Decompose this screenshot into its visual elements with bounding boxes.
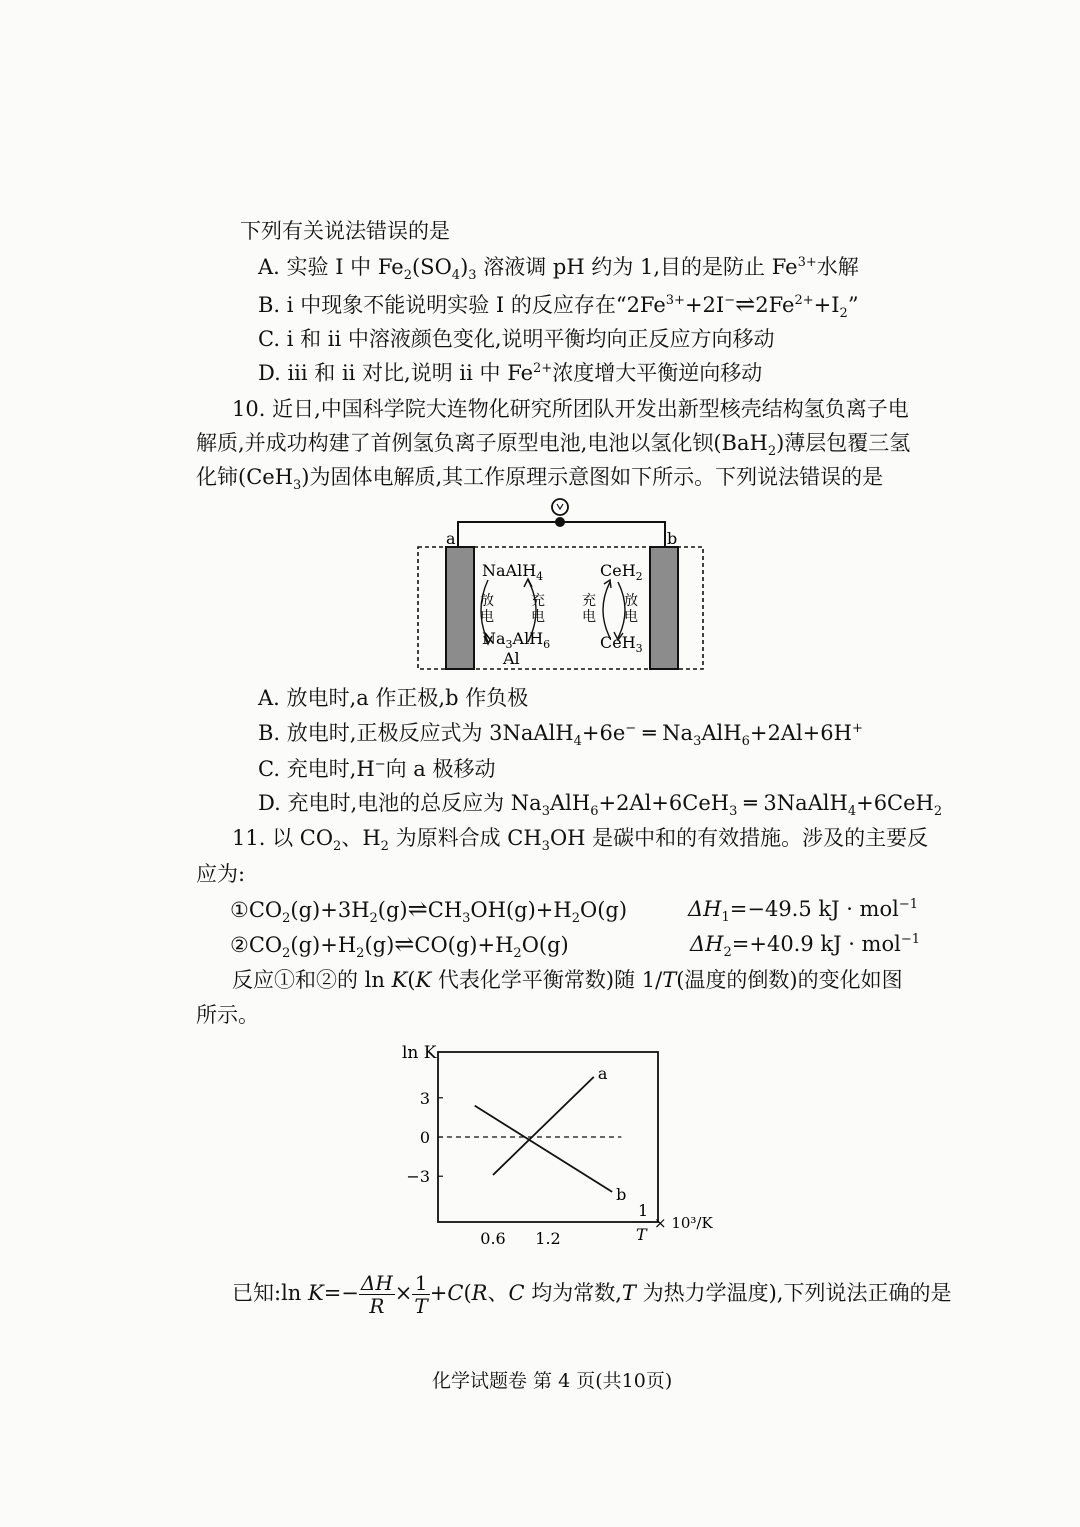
- q10-stem-line3: 化铈(CeH$_3$)为固体电解质,其工作原理示意图如下所示。下列说法错误的是: [196, 465, 884, 494]
- q11-stem-line6: 所示。: [196, 1003, 259, 1027]
- electrode-b: [650, 547, 678, 669]
- battery-diagram: [410, 492, 710, 677]
- q11-reaction-1: $①CO_2(g)+3H_2(g)\rightleftharpoons CH_3OH(g)+H_2O(g)$: [230, 895, 628, 927]
- q9-stem: 下列有关说法错误的是: [240, 219, 450, 243]
- x-label-den: T: [636, 1225, 647, 1244]
- left-discharge-2: 电: [480, 609, 494, 625]
- fraction-1-over-t: $\frac{1}{T}$: [414, 1271, 428, 1318]
- y-tick-label: −3: [406, 1167, 430, 1187]
- x-label-suffix: × 10³/K: [654, 1214, 713, 1232]
- left-top-species: NaAlH$_4$: [482, 561, 544, 583]
- q11-known-formula: 已知:ln K=− $\frac{\Delta H}{R}$ × $\frac{1}{T}$ +C(R、C 均为常数,T 为热力学温度),下列说法正确的是: [232, 1271, 952, 1318]
- right-bottom-species: CeH$_3$: [600, 633, 643, 655]
- x-tick-label: 1.2: [535, 1229, 561, 1248]
- q9-option-b: B. i 中现象不能说明实验 I 的反应存在“$2Fe^{3+}+2I^-\rightleftharpoons 2Fe^{2+}+I_2$”: [258, 290, 859, 322]
- q11-dh1: $\Delta H_1=-49.5$ kJ · mol$^{-1}$: [688, 897, 919, 926]
- x-label-num: 1: [638, 1201, 649, 1220]
- q10-option-c: C. 充电时,H−向 a 极移动: [258, 757, 496, 781]
- q11-stem-line1: 11. 以 $CO_2$、$H_2$ 为原料合成 $CH_3OH$ 是碳中和的有效措施。涉及的主要反: [232, 826, 929, 855]
- y-tick-label: 0: [419, 1128, 430, 1147]
- series-label-a: a: [597, 1063, 608, 1083]
- lnk-chart: [380, 1030, 713, 1250]
- q10-option-b: B. 放电时,正极反应式为 3NaAlH$_4$+6e− ═ $Na_3AlH_6+2Al+6H^+$: [258, 721, 863, 750]
- series-label-b: b: [616, 1184, 627, 1204]
- x-tick-label: 0.6: [480, 1229, 506, 1248]
- left-bottom-species: $Na_3AlH_6$: [482, 629, 551, 651]
- q9-option-c: C. i 和 ii 中溶液颜色变化,说明平衡均向正反应方向移动: [258, 327, 775, 351]
- fraction-dh-over-r: $\frac{\Delta H}{R}$: [360, 1271, 393, 1318]
- q9-option-a: A. 实验 I 中 $Fe_2(SO_4)_3$ 溶液调 pH 约为 1,目的是防止 $Fe^{3+}$水解: [258, 255, 859, 284]
- label-a: a: [446, 529, 456, 548]
- y-tick-label: 3: [419, 1088, 430, 1108]
- q11-reaction-2: $②CO_2(g)+H_2(g)\rightleftharpoons CO(g)+H_2O(g)$: [230, 930, 569, 962]
- electrode-a: [446, 547, 474, 669]
- right-charge-2: 电: [582, 609, 596, 625]
- right-discharge-1: 放: [624, 593, 638, 609]
- page-footer: 化学试题卷 第 4 页(共10页): [432, 1370, 673, 1392]
- left-discharge-1: 放: [480, 593, 494, 609]
- q10-stem-line1: 10. 近日,中国科学院大连物化研究所团队开发出新型核壳结构氢负离子电: [232, 397, 909, 421]
- right-top-species: CeH$_2$: [600, 561, 643, 583]
- left-bottom-al: Al: [503, 649, 520, 668]
- right-discharge-2: 电: [624, 609, 638, 625]
- q11-stem-line2: 应为:: [196, 862, 246, 886]
- q9-option-d: D. iii 和 ii 对比,说明 ii 中 $Fe^{2+}$浓度增大平衡逆向移动: [258, 361, 763, 385]
- q11-stem-line5: 反应①和②的 ln K(K 代表化学平衡常数)随 1/T(温度的倒数)的变化如图: [232, 968, 903, 992]
- right-charge-1: 充: [582, 593, 596, 609]
- q10-option-d: D. 充电时,电池的总反应为 $Na_3AlH_6+2Al+6CeH_3$ ═ 3NaAlH$_4$+6CeH$_2$: [258, 791, 943, 820]
- q10-stem-line2: 解质,并成功构建了首例氢负离子原型电池,电池以氢化钡(BaH$_2$)薄层包覆三氢: [196, 431, 911, 460]
- left-charge-2: 电: [531, 609, 545, 625]
- q10-option-a: A. 放电时,a 作正极,b 作负极: [258, 686, 529, 710]
- q11-dh2: $\Delta H_2=+40.9$ kJ · mol$^{-1}$: [690, 932, 921, 961]
- left-charge-1: 充: [531, 593, 545, 609]
- label-b: b: [667, 529, 678, 548]
- chart-ylabel: ln K: [402, 1043, 437, 1063]
- series-line-b: [475, 1106, 613, 1192]
